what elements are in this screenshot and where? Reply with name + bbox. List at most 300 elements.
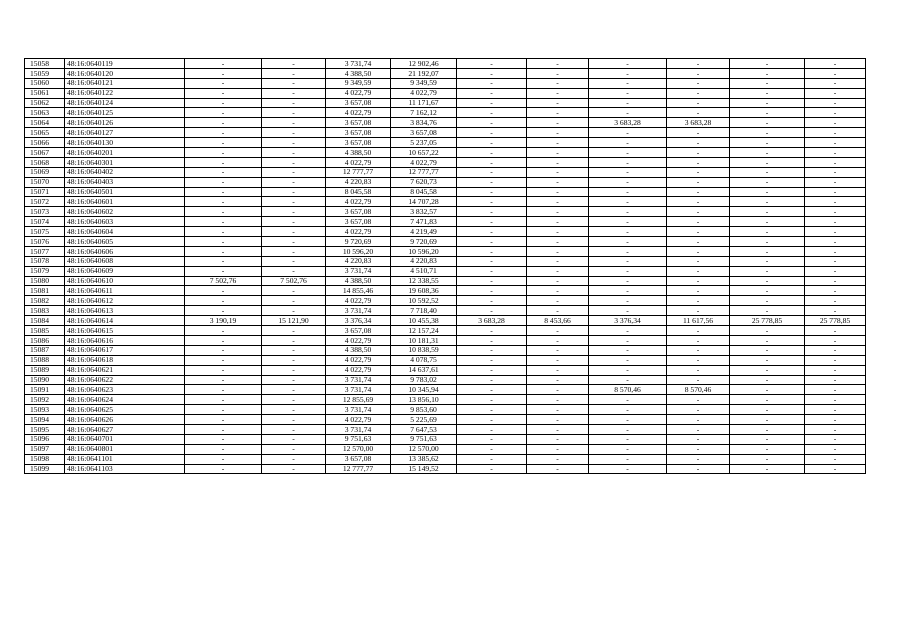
table-row — [25, 306, 866, 316]
cadastral-number-cell: 48:16:0640127 — [65, 128, 185, 138]
table-row — [25, 454, 866, 464]
value-cell: - — [457, 217, 527, 227]
value-cell: - — [667, 98, 730, 108]
row-number-cell: 15084 — [25, 316, 65, 326]
value-cell: 9 720,69 — [326, 237, 391, 247]
value-cell: - — [457, 59, 527, 69]
table-row — [25, 246, 866, 256]
value-cell: - — [527, 415, 589, 425]
value-cell: - — [527, 187, 589, 197]
table-row — [25, 444, 866, 454]
row-number-cell: 15066 — [25, 138, 65, 148]
cadastral-number-cell: 48:16:0640122 — [65, 88, 185, 98]
value-cell: 9 751,63 — [326, 434, 391, 444]
value-cell: - — [185, 415, 262, 425]
cadastral-number-cell: 48:16:0640126 — [65, 118, 185, 128]
cadastral-number-cell: 48:16:0640119 — [65, 59, 185, 69]
value-cell: - — [730, 296, 805, 306]
value-cell: - — [527, 444, 589, 454]
value-cell: 3 657,08 — [326, 118, 391, 128]
value-cell: - — [805, 157, 866, 167]
value-cell: 3 657,08 — [326, 98, 391, 108]
table-row — [25, 296, 866, 306]
value-cell: - — [527, 326, 589, 336]
value-cell: - — [262, 187, 326, 197]
value-cell: - — [527, 98, 589, 108]
value-cell: - — [527, 276, 589, 286]
value-cell: - — [457, 197, 527, 207]
cadastral-number-cell: 48:16:0640618 — [65, 355, 185, 365]
value-cell: - — [805, 444, 866, 454]
value-cell: - — [527, 385, 589, 395]
value-cell: - — [667, 78, 730, 88]
value-cell: - — [730, 286, 805, 296]
value-cell: - — [805, 385, 866, 395]
row-number-cell: 15058 — [25, 59, 65, 69]
value-cell: - — [730, 454, 805, 464]
value-cell: - — [730, 385, 805, 395]
value-cell: - — [589, 167, 667, 177]
value-cell: 4 022,79 — [326, 365, 391, 375]
row-number-cell: 15091 — [25, 385, 65, 395]
row-number-cell: 15086 — [25, 335, 65, 345]
value-cell: - — [262, 256, 326, 266]
value-cell: 3 832,57 — [391, 207, 457, 217]
cadastral-number-cell: 48:16:0640601 — [65, 197, 185, 207]
value-cell: 4 219,49 — [391, 227, 457, 237]
value-cell: - — [262, 246, 326, 256]
value-cell: - — [262, 197, 326, 207]
value-cell: - — [730, 464, 805, 474]
cadastral-number-cell: 48:16:0640604 — [65, 227, 185, 237]
value-cell: - — [185, 237, 262, 247]
value-cell: - — [457, 395, 527, 405]
row-number-cell: 15060 — [25, 78, 65, 88]
value-cell: 3 657,08 — [326, 217, 391, 227]
value-cell: - — [667, 405, 730, 415]
value-cell: - — [589, 98, 667, 108]
value-cell: - — [185, 335, 262, 345]
value-cell: - — [667, 157, 730, 167]
value-cell: 10 181,31 — [391, 335, 457, 345]
value-cell: - — [457, 88, 527, 98]
value-cell: - — [589, 276, 667, 286]
value-cell: - — [730, 256, 805, 266]
row-number-cell: 15089 — [25, 365, 65, 375]
value-cell: - — [805, 98, 866, 108]
value-cell: 3 683,28 — [667, 118, 730, 128]
value-cell: 12 777,77 — [326, 464, 391, 474]
value-cell: - — [667, 237, 730, 247]
row-number-cell: 15074 — [25, 217, 65, 227]
value-cell: - — [730, 415, 805, 425]
value-cell: 12 338,55 — [391, 276, 457, 286]
value-cell: - — [589, 256, 667, 266]
value-cell: - — [527, 108, 589, 118]
table-row — [25, 365, 866, 375]
row-number-cell: 15081 — [25, 286, 65, 296]
value-cell: - — [457, 246, 527, 256]
value-cell: - — [589, 434, 667, 444]
value-cell: - — [262, 68, 326, 78]
value-cell: 3 731,74 — [326, 424, 391, 434]
value-cell: - — [805, 128, 866, 138]
value-cell: - — [527, 256, 589, 266]
value-cell: - — [730, 217, 805, 227]
value-cell: - — [730, 375, 805, 385]
value-cell: - — [185, 375, 262, 385]
value-cell: 3 731,74 — [326, 306, 391, 316]
value-cell: - — [527, 464, 589, 474]
value-cell: - — [527, 157, 589, 167]
value-cell: - — [262, 444, 326, 454]
cadastral-number-cell: 48:16:0640121 — [65, 78, 185, 88]
value-cell: - — [667, 148, 730, 158]
value-cell: 7 162,12 — [391, 108, 457, 118]
value-cell: 12 570,00 — [326, 444, 391, 454]
value-cell: - — [730, 118, 805, 128]
table-row — [25, 187, 866, 197]
row-number-cell: 15064 — [25, 118, 65, 128]
cadastral-number-cell: 48:16:0640501 — [65, 187, 185, 197]
value-cell: - — [805, 108, 866, 118]
cadastral-number-cell: 48:16:0640627 — [65, 424, 185, 434]
value-cell: - — [457, 227, 527, 237]
value-cell: - — [730, 395, 805, 405]
table-row — [25, 405, 866, 415]
value-cell: - — [457, 306, 527, 316]
value-cell: - — [730, 197, 805, 207]
row-number-cell: 15070 — [25, 177, 65, 187]
value-cell: 10 657,22 — [391, 148, 457, 158]
value-cell: - — [262, 326, 326, 336]
value-cell: - — [667, 444, 730, 454]
value-cell: - — [589, 355, 667, 365]
value-cell: 8 045,58 — [326, 187, 391, 197]
value-cell: - — [667, 138, 730, 148]
row-number-cell: 15075 — [25, 227, 65, 237]
value-cell: 3 731,74 — [326, 375, 391, 385]
value-cell: - — [589, 108, 667, 118]
value-cell: - — [805, 246, 866, 256]
value-cell: - — [805, 167, 866, 177]
value-cell: 9 853,60 — [391, 405, 457, 415]
table-row — [25, 118, 866, 128]
row-number-cell: 15093 — [25, 405, 65, 415]
value-cell: 8 045,58 — [391, 187, 457, 197]
table-row — [25, 375, 866, 385]
value-cell: - — [730, 59, 805, 69]
cadastral-number-cell: 48:16:0640801 — [65, 444, 185, 454]
value-cell: - — [457, 187, 527, 197]
value-cell: 3 731,74 — [326, 385, 391, 395]
value-cell: - — [805, 59, 866, 69]
value-cell: 4 388,50 — [326, 68, 391, 78]
value-cell: - — [185, 118, 262, 128]
value-cell: - — [589, 375, 667, 385]
row-number-cell: 15088 — [25, 355, 65, 365]
cadastral-number-cell: 48:16:0640605 — [65, 237, 185, 247]
value-cell: - — [527, 454, 589, 464]
value-cell: - — [185, 108, 262, 118]
value-cell: 12 855,69 — [326, 395, 391, 405]
value-cell: - — [805, 266, 866, 276]
value-cell: - — [185, 365, 262, 375]
value-cell: - — [457, 424, 527, 434]
value-cell: - — [185, 286, 262, 296]
value-cell: - — [185, 464, 262, 474]
cadastral-number-cell: 48:16:0640606 — [65, 246, 185, 256]
value-cell: - — [805, 177, 866, 187]
value-cell: - — [667, 88, 730, 98]
value-cell: - — [730, 355, 805, 365]
value-cell: - — [185, 78, 262, 88]
value-cell: - — [667, 59, 730, 69]
value-cell: - — [730, 157, 805, 167]
row-number-cell: 15068 — [25, 157, 65, 167]
value-cell: 15 121,90 — [262, 316, 326, 326]
value-cell: - — [527, 395, 589, 405]
cadastral-number-cell: 48:16:0640615 — [65, 326, 185, 336]
value-cell: - — [262, 177, 326, 187]
row-number-cell: 15090 — [25, 375, 65, 385]
table-row — [25, 148, 866, 158]
value-cell: - — [527, 375, 589, 385]
value-cell: - — [527, 197, 589, 207]
value-cell: - — [457, 444, 527, 454]
value-cell: - — [457, 296, 527, 306]
value-cell: - — [667, 306, 730, 316]
value-cell: - — [457, 78, 527, 88]
value-cell: 8 453,66 — [527, 316, 589, 326]
value-cell: - — [527, 345, 589, 355]
value-cell: - — [589, 326, 667, 336]
value-cell: - — [589, 217, 667, 227]
value-cell: - — [262, 395, 326, 405]
value-cell: - — [805, 286, 866, 296]
value-cell: - — [185, 355, 262, 365]
table-row — [25, 227, 866, 237]
value-cell: 3 731,74 — [326, 59, 391, 69]
value-cell: - — [185, 395, 262, 405]
value-cell: - — [185, 68, 262, 78]
value-cell: - — [667, 345, 730, 355]
value-cell: 9 349,59 — [326, 78, 391, 88]
value-cell: - — [185, 59, 262, 69]
row-number-cell: 15059 — [25, 68, 65, 78]
value-cell: - — [457, 148, 527, 158]
cadastral-number-cell: 48:16:0640701 — [65, 434, 185, 444]
cadastral-number-cell: 48:16:0640125 — [65, 108, 185, 118]
value-cell: - — [730, 78, 805, 88]
cadastral-number-cell: 48:16:0640624 — [65, 395, 185, 405]
value-cell: - — [457, 207, 527, 217]
value-cell: - — [589, 197, 667, 207]
value-cell: - — [262, 59, 326, 69]
cadastral-number-cell: 48:16:0640603 — [65, 217, 185, 227]
table-row — [25, 316, 866, 326]
cadastral-number-cell: 48:16:0640611 — [65, 286, 185, 296]
cadastral-number-cell: 48:16:0640301 — [65, 157, 185, 167]
value-cell: 12 570,00 — [391, 444, 457, 454]
table-row — [25, 385, 866, 395]
value-cell: 12 777,77 — [391, 167, 457, 177]
value-cell: - — [527, 296, 589, 306]
value-cell: 4 388,50 — [326, 276, 391, 286]
value-cell: - — [527, 266, 589, 276]
value-cell: - — [527, 88, 589, 98]
value-cell: - — [667, 335, 730, 345]
value-cell: - — [667, 227, 730, 237]
table-row — [25, 128, 866, 138]
value-cell: - — [805, 375, 866, 385]
value-cell: - — [667, 108, 730, 118]
value-cell: 4 510,71 — [391, 266, 457, 276]
value-cell: - — [730, 68, 805, 78]
value-cell: 4 220,83 — [326, 256, 391, 266]
table-row — [25, 335, 866, 345]
value-cell: - — [527, 227, 589, 237]
value-cell: - — [589, 266, 667, 276]
value-cell: - — [730, 266, 805, 276]
value-cell: - — [262, 167, 326, 177]
row-number-cell: 15076 — [25, 237, 65, 247]
value-cell: 13 856,10 — [391, 395, 457, 405]
value-cell: - — [262, 138, 326, 148]
value-cell: - — [589, 138, 667, 148]
value-cell: - — [527, 78, 589, 88]
value-cell: - — [262, 365, 326, 375]
value-cell: - — [730, 88, 805, 98]
value-cell: - — [805, 148, 866, 158]
value-cell: - — [589, 415, 667, 425]
value-cell: - — [185, 227, 262, 237]
value-cell: 3 376,34 — [326, 316, 391, 326]
value-cell: 11 171,67 — [391, 98, 457, 108]
row-number-cell: 15082 — [25, 296, 65, 306]
value-cell: - — [589, 405, 667, 415]
value-cell: 4 022,79 — [326, 415, 391, 425]
value-cell: - — [457, 167, 527, 177]
value-cell: - — [730, 246, 805, 256]
value-cell: - — [805, 335, 866, 345]
value-cell: - — [457, 68, 527, 78]
table-row — [25, 78, 866, 88]
value-cell: - — [457, 108, 527, 118]
table-row — [25, 276, 866, 286]
value-cell: - — [589, 365, 667, 375]
table-row — [25, 434, 866, 444]
table-row — [25, 266, 866, 276]
table-row — [25, 167, 866, 177]
value-cell: - — [667, 276, 730, 286]
value-cell: - — [457, 415, 527, 425]
value-cell: - — [667, 326, 730, 336]
value-cell: - — [527, 148, 589, 158]
value-cell: - — [262, 266, 326, 276]
cadastral-number-cell: 48:16:0640610 — [65, 276, 185, 286]
value-cell: - — [262, 157, 326, 167]
value-cell: - — [527, 128, 589, 138]
value-cell: 14 637,61 — [391, 365, 457, 375]
value-cell: - — [667, 266, 730, 276]
value-cell: 3 657,08 — [326, 138, 391, 148]
cadastral-number-cell: 48:16:0640130 — [65, 138, 185, 148]
value-cell: - — [730, 148, 805, 158]
value-cell: - — [527, 177, 589, 187]
table-row — [25, 395, 866, 405]
value-cell: - — [262, 98, 326, 108]
value-cell: 3 376,34 — [589, 316, 667, 326]
value-cell: 10 592,52 — [391, 296, 457, 306]
value-cell: - — [730, 108, 805, 118]
value-cell: 3 657,08 — [391, 128, 457, 138]
value-cell: 21 192,07 — [391, 68, 457, 78]
value-cell: - — [185, 246, 262, 256]
value-cell: - — [527, 118, 589, 128]
value-cell: 14 855,46 — [326, 286, 391, 296]
value-cell: - — [589, 68, 667, 78]
row-number-cell: 15087 — [25, 345, 65, 355]
row-number-cell: 15071 — [25, 187, 65, 197]
value-cell: 10 596,20 — [326, 246, 391, 256]
value-cell: - — [185, 385, 262, 395]
value-cell: - — [805, 424, 866, 434]
value-cell: - — [667, 217, 730, 227]
data-table — [24, 58, 866, 474]
value-cell: - — [667, 464, 730, 474]
value-cell: - — [262, 78, 326, 88]
value-cell: - — [730, 306, 805, 316]
value-cell: - — [185, 88, 262, 98]
value-cell: - — [185, 207, 262, 217]
value-cell: - — [589, 424, 667, 434]
value-cell: - — [589, 148, 667, 158]
row-number-cell: 15096 — [25, 434, 65, 444]
value-cell: - — [730, 326, 805, 336]
value-cell: 7 718,40 — [391, 306, 457, 316]
value-cell: - — [457, 405, 527, 415]
value-cell: 10 455,38 — [391, 316, 457, 326]
value-cell: - — [185, 128, 262, 138]
value-cell: - — [805, 118, 866, 128]
value-cell: - — [185, 167, 262, 177]
value-cell: - — [730, 335, 805, 345]
value-cell: - — [589, 335, 667, 345]
value-cell: - — [262, 405, 326, 415]
value-cell: - — [805, 395, 866, 405]
value-cell: - — [262, 237, 326, 247]
value-cell: - — [730, 128, 805, 138]
row-number-cell: 15083 — [25, 306, 65, 316]
row-number-cell: 15077 — [25, 246, 65, 256]
row-number-cell: 15079 — [25, 266, 65, 276]
value-cell: 3 683,28 — [589, 118, 667, 128]
value-cell: - — [457, 177, 527, 187]
value-cell: 10 345,94 — [391, 385, 457, 395]
value-cell: 3 657,08 — [326, 454, 391, 464]
value-cell: - — [805, 415, 866, 425]
value-cell: - — [185, 187, 262, 197]
value-cell: - — [589, 395, 667, 405]
cadastral-number-cell: 48:16:0640402 — [65, 167, 185, 177]
value-cell: 12 157,24 — [391, 326, 457, 336]
row-number-cell: 15095 — [25, 424, 65, 434]
table-row — [25, 177, 866, 187]
value-cell: 14 707,28 — [391, 197, 457, 207]
table-row — [25, 355, 866, 365]
value-cell: - — [527, 68, 589, 78]
